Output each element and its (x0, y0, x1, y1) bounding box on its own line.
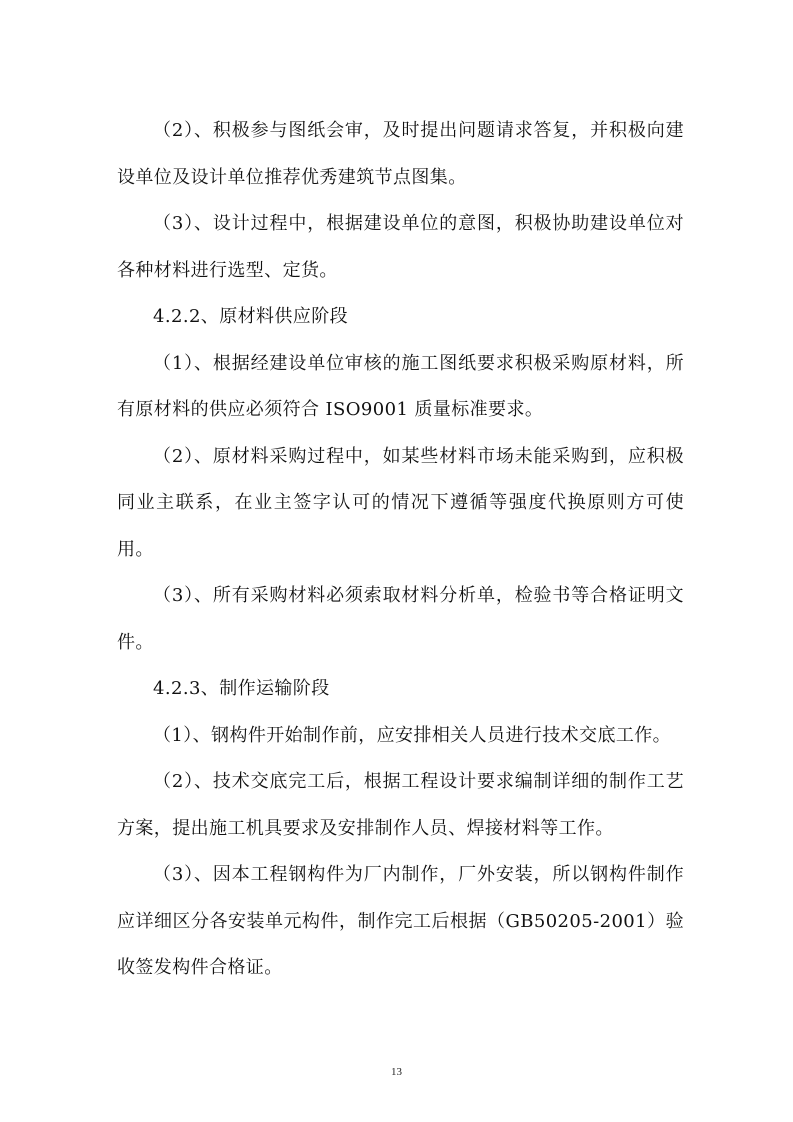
paragraph-substitution: （2）、原材料采购过程中，如某些材料市场未能采购到，应积极同业主联系，在业主签字认可的情况下遵循等强度代换原则方可使用。 (117, 445, 684, 560)
paragraph-technical-briefing: （1）、钢构件开始制作前，应安排相关人员进行技术交底工作。 (153, 724, 672, 746)
section-heading-4-2-3: 4.2.3、制作运输阶段 (153, 678, 330, 699)
paragraph-certificates: （3）、所有采购材料必须索取材料分析单，检验书等合格证明文件。 (117, 585, 684, 653)
paragraph-design-review: （2）、积极参与图纸会审，及时提出问题请求答复，并积极向建设单位及设计单位推荐优秀建筑节点图集。 (117, 120, 684, 188)
page-number: 13 (391, 1066, 402, 1078)
document-body (117, 108, 684, 992)
section-heading-4-2-2: 4.2.2、原材料供应阶段 (153, 306, 348, 327)
paragraph-process-plan: （2）、技术交底完工后，根据工程设计要求编制详细的制作工艺方案，提出施工机具要求及安排制作人员、焊接材料等工作。 (117, 771, 684, 839)
paragraph-material-selection: （3）、设计过程中，根据建设单位的意图，积极协助建设单位对各种材料进行选型、定货。 (117, 213, 684, 281)
paragraph-installation-units: （3）、因本工程钢构件为厂内制作，厂外安装，所以钢构件制作应详细区分各安装单元构件，制作完工后根据（GB50205-2001）验收签发构件合格证。 (117, 864, 684, 978)
paragraph-procurement: （1）、根据经建设单位审核的施工图纸要求积极采购原材料，所有原材料的供应必须符合 ISO9001 质量标准要求。 (117, 352, 684, 420)
